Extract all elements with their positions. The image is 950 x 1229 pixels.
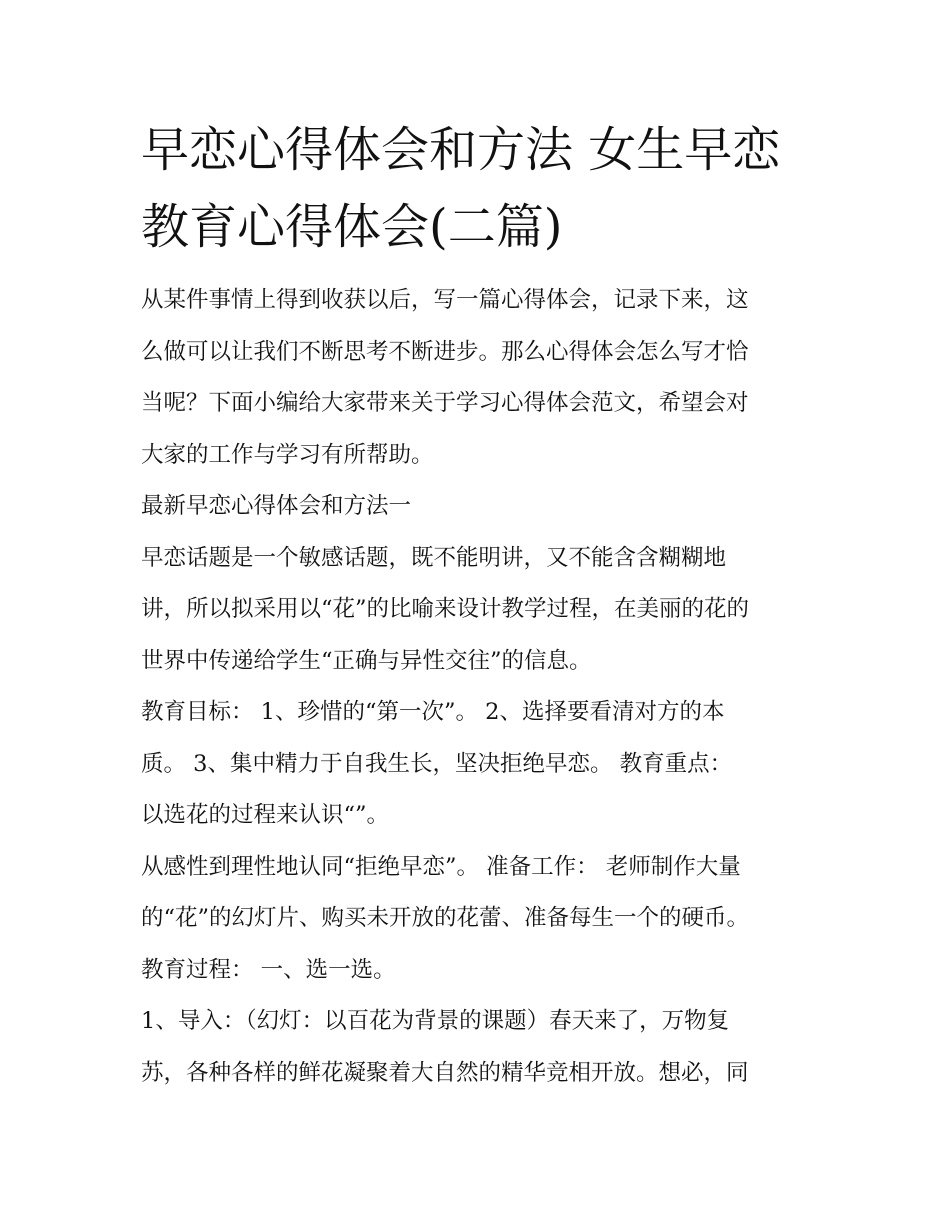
title-line: 教育心得体会(二篇) [141,199,563,255]
text-line: 以选花的过程来认识“”。 [141,802,390,828]
title-line: 早恋心得体会和方法 女生早恋 [141,122,781,178]
text-line: 教育目标： 1、珍惜的“第一次”。 2、选择要看清对方的本 [141,699,725,725]
text-line: 教育过程： 一、选一选。 [141,956,396,983]
paragraph-process [141,996,821,1099]
text-line: 从某件事情上得到收获以后，写一篇心得体会，记录下来，这 [141,287,749,313]
paragraph-preparation [141,842,821,997]
text-line: 早恋话题是一个敏感话题，既不能明讲，又不能含含糊糊地 [141,544,727,571]
text-line: 1、导入：（幻灯：以百花为背景的课题）春天来了，万物复 [141,1008,730,1034]
text-line: 世界中传递给学生“正确与异性交往”的信息。 [141,647,592,674]
text-line: 最新早恋心得体会和方法一 [141,493,412,519]
document-title [141,112,821,266]
paragraph-goals [141,687,821,842]
text-line: 讲，所以拟采用以“花”的比喻来设计教学过程，在美丽的花的 [141,596,750,622]
paragraph-intro [141,275,821,481]
text-line: 从感性到理性地认同“拒绝早恋”。 准备工作： 老师制作大量 [141,853,741,880]
document-body [141,275,821,1099]
text-line: 大家的工作与学习有所帮助。 [141,441,434,468]
paragraph-topic [141,533,821,688]
text-line: 质。 3、集中精力于自我生长，坚决拒绝早恋。 教育重点： [141,750,733,777]
text-line: 苏，各种各样的鲜花凝聚着大自然的精华竞相开放。想必，同 [141,1059,749,1086]
text-line: 么做可以让我们不断思考不断进步。那么心得体会怎么写才恰 [141,338,749,365]
section-heading [141,481,821,533]
text-line: 当呢？下面小编给大家带来关于学习心得体会范文，希望会对 [141,390,749,416]
text-line: 的“花”的幻灯片、购买未开放的花蕾、准备每生一个的硬币。 [141,905,750,931]
